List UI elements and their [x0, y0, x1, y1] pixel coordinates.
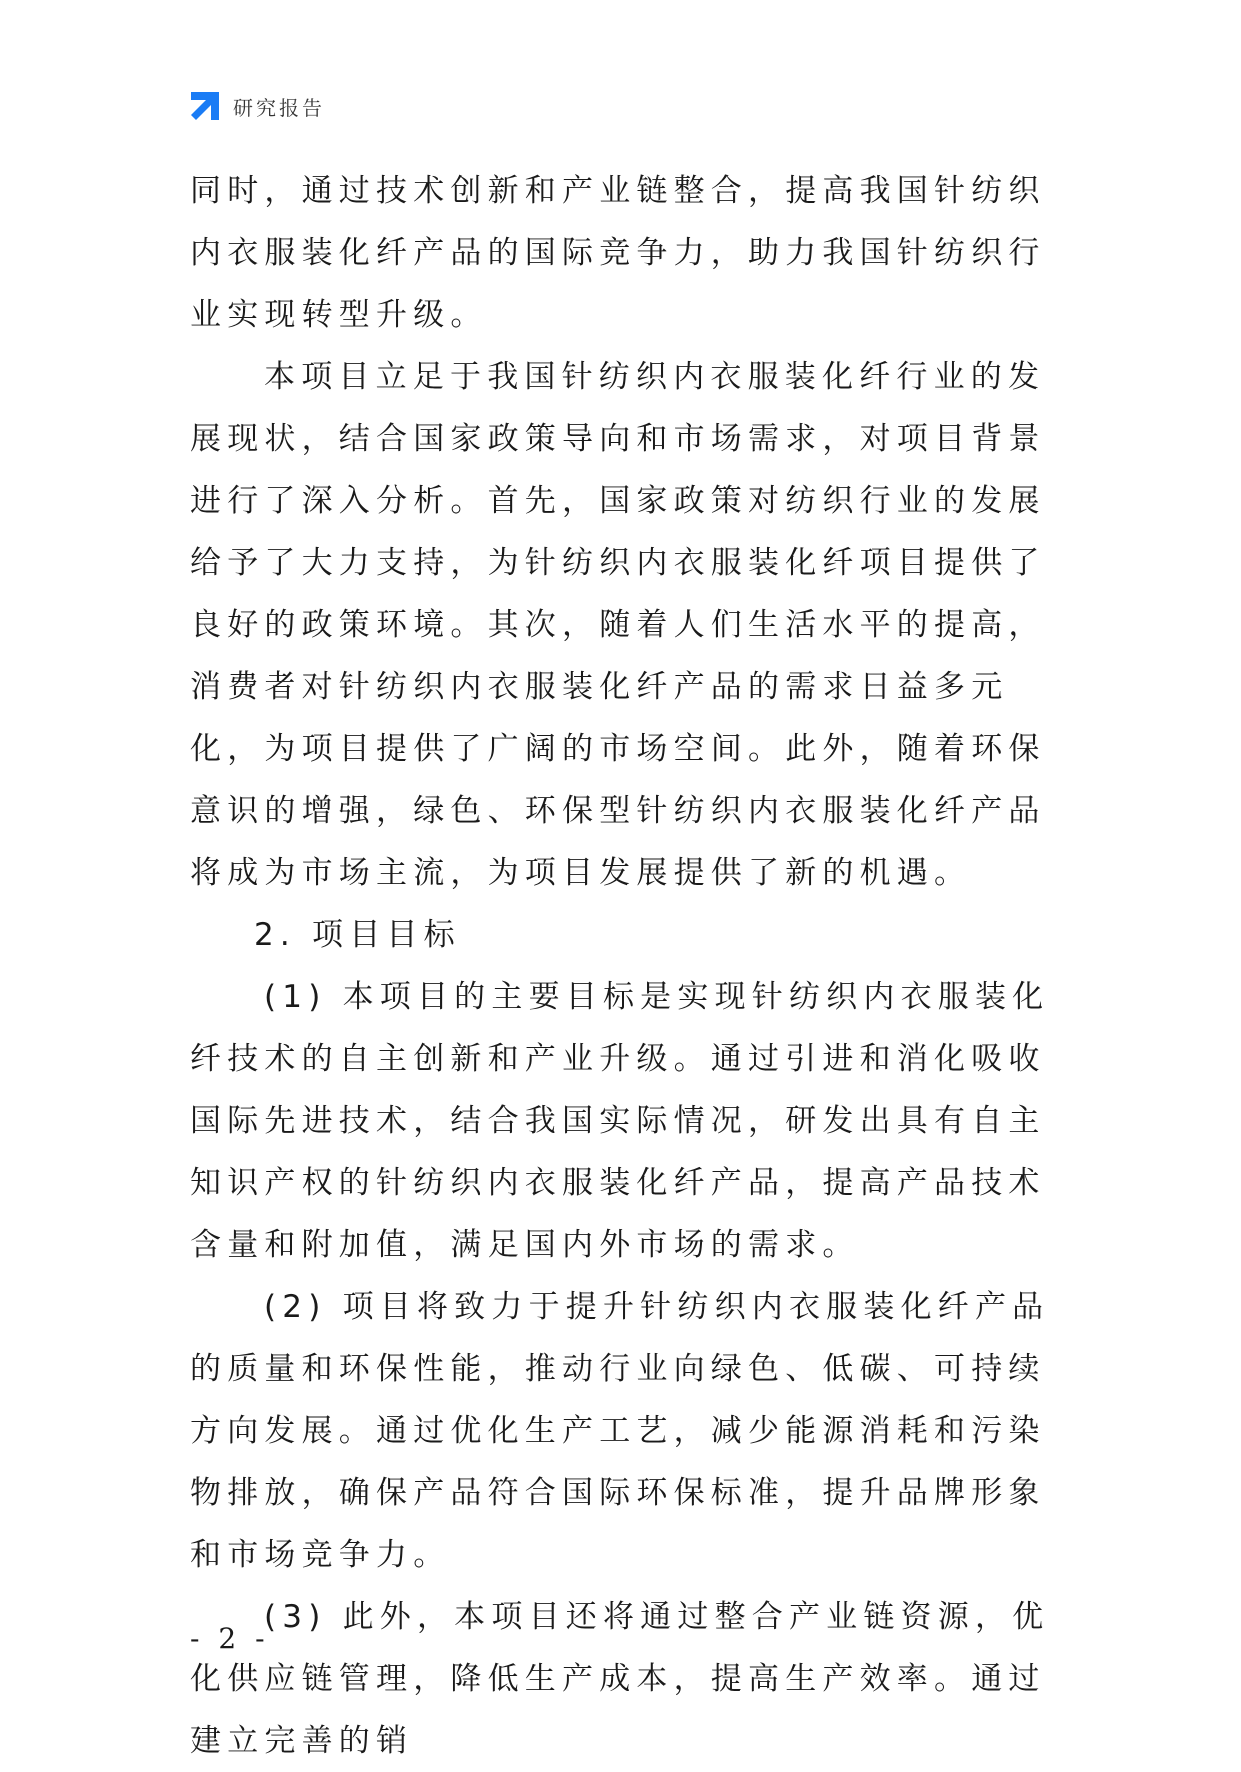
paragraph-intro-continued: 同时，通过技术创新和产业链整合，提高我国针纺织内衣服装化纤产品的国际竞争力，助力我国针纺织行业实现转型升级。	[190, 173, 1046, 333]
page-number: - 2 -	[190, 1622, 270, 1655]
header-title: 研究报告	[233, 95, 325, 120]
goal-item-2: (2) 项目将致力于提升针纺织内衣服装化纤产品的质量和环保性能，推动行业向绿色、低碳、可持续方向发展。通过优化生产工艺，减少能源消耗和污染物排放，确保产品符合国际环保标准，提升品牌形象和市场竞争力。	[190, 1289, 1050, 1573]
goal-item-1: (1) 本项目的主要目标是实现针纺织内衣服装化纤技术的自主创新和产业升级。通过引进和消化吸收国际先进技术，结合我国实际情况，研发出具有自主知识产权的针纺织内衣服装化纤产品，提高产品技术含量和附加值，满足国内外市场的需求。	[190, 979, 1050, 1263]
goal-item-3: (3) 此外，本项目还将通过整合产业链资源，优化供应链管理，降低生产成本，提高生产效率。通过建立完善的销	[190, 1599, 1050, 1759]
page-header	[189, 88, 325, 124]
section-heading: 2. 项目目标	[254, 917, 461, 953]
document-body	[190, 160, 1070, 1772]
paragraph-background: 本项目立足于我国针纺织内衣服装化纤行业的发展现状，结合国家政策导向和市场需求，对项目背景进行了深入分析。首先，国家政策对纺织行业的发展给予了大力支持，为针纺织内衣服装化纤项目提供了良好的政策环境。其次，随着人们生活水平的提高，消费者对针纺织内衣服装化纤产品的需求日益多元化，为项目提供了广阔的市场空间。此外，随着环保意识的增强，绿色、环保型针纺织内衣服装化纤产品将成为市场主流，为项目发展提供了新的机遇。	[190, 359, 1046, 891]
diagonal-arrow-icon	[189, 90, 221, 122]
